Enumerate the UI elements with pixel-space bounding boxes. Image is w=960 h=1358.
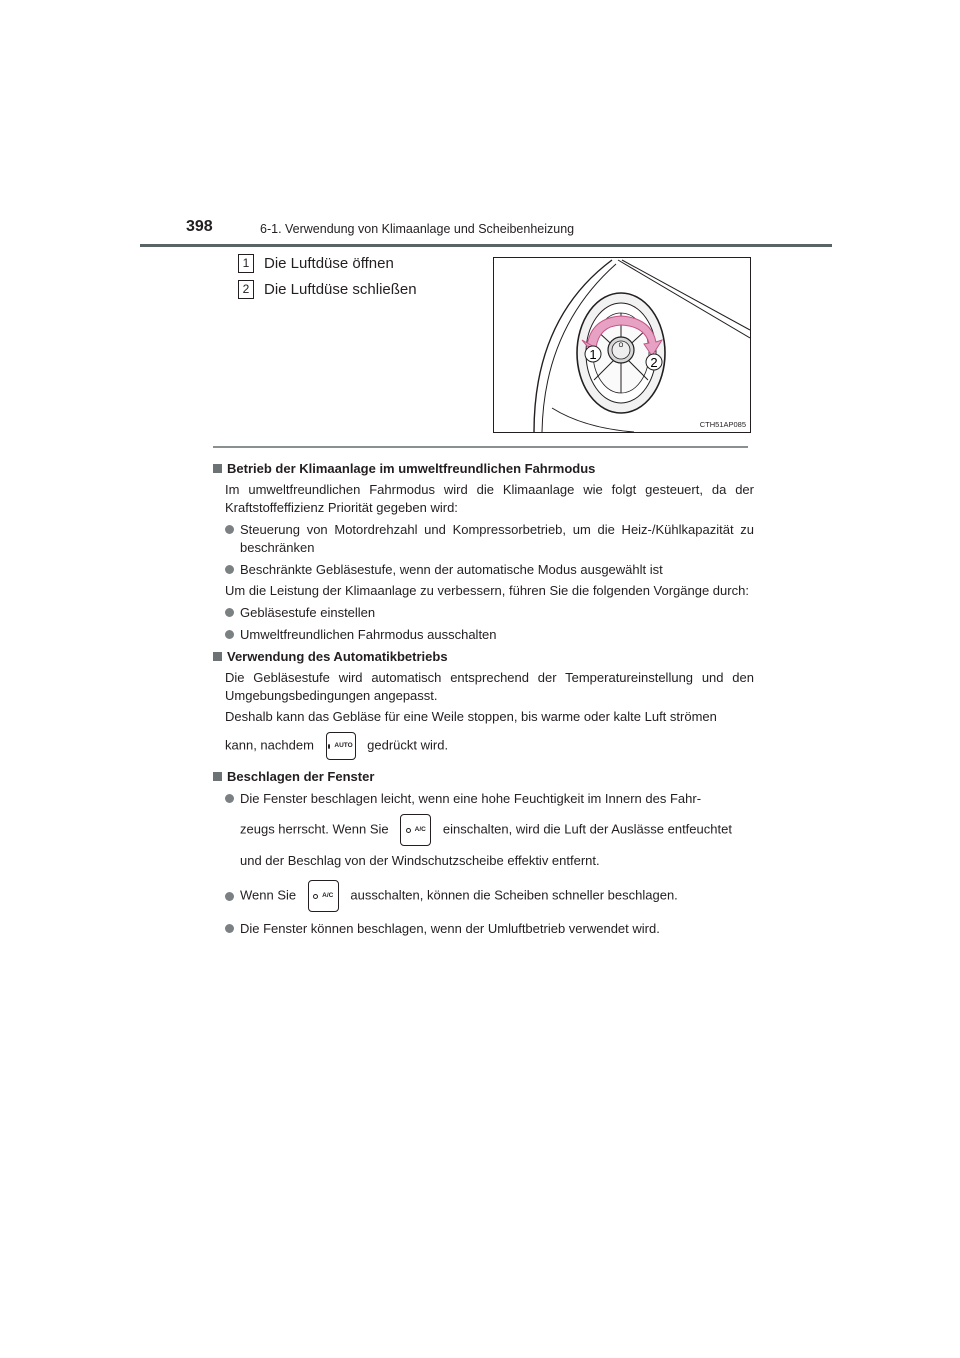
fog-b1-before: zeugs herrscht. Wenn Sie (240, 821, 389, 837)
list-item (225, 626, 754, 644)
step-number-2: 2 (238, 280, 254, 299)
circle-bullet-icon (225, 794, 234, 803)
fog-bullet-1-line-1: Die Fenster beschlagen leicht, wenn eine hohe Feuchtigkeit im Innern des Fahr- (240, 791, 702, 806)
figure-code: CTH51AP085 (699, 420, 746, 429)
list-item (225, 561, 754, 579)
fog-bullet-2 (240, 880, 754, 912)
auto-para-3 (225, 732, 754, 760)
list-item (225, 880, 754, 912)
auto-mode-heading (213, 648, 754, 666)
fog-heading-text: Beschlagen der Fenster (227, 769, 375, 784)
square-bullet-icon (213, 464, 222, 473)
auto-para-3-before: kann, nachdem (225, 737, 314, 753)
auto-para-1: Die Gebläsestufe wird automatisch entsprechend der Temperatureinstellung und den Umgebungsbedingungen angepasst. (225, 670, 754, 703)
circle-bullet-icon (225, 924, 234, 933)
indicator-led-icon (313, 894, 318, 899)
auto-button-label: AUTO (334, 742, 353, 749)
eco-heading-text: Betrieb der Klimaanlage im umweltfreundlichen Fahrmodus (227, 461, 596, 476)
eco-intro: Im umweltfreundlichen Fahrmodus wird die Klimaanlage wie folgt gesteuert, da der Kraftstoffeffizienz Priorität gegeben wird: (225, 482, 754, 515)
list-item (225, 521, 754, 557)
section-title: 6-1. Verwendung von Klimaanlage und Scheibenheizung (260, 222, 575, 236)
header-rule (140, 244, 832, 247)
fog-bullet-1-line-3: und der Beschlag von der Windschutzscheibe effektiv entfernt. (240, 853, 600, 868)
fog-heading (213, 768, 754, 786)
air-vent-figure (493, 257, 751, 433)
step-number-1: 1 (238, 254, 254, 273)
callout-1: 1 (589, 347, 597, 362)
fog-b1-after: einschalten, wird die Luft der Auslässe entfeuchtet (442, 821, 732, 837)
page-number: 398 (186, 218, 213, 235)
eco-action-2: Umweltfreundlichen Fahrmodus ausschalten (240, 627, 497, 642)
auto-button-icon (326, 732, 356, 760)
eco-improve: Um die Leistung der Klimaanlage zu verbessern, führen Sie die folgenden Vorgänge durch: (225, 583, 749, 598)
list-item (225, 604, 754, 622)
fog-bullet-1-line-2 (240, 814, 754, 846)
eco-bullet-2: Beschränkte Gebläsestufe, wenn der automatische Modus ausgewählt ist (240, 562, 663, 577)
main-content (213, 456, 754, 938)
step-open (238, 254, 394, 273)
ac-button-icon (308, 880, 339, 912)
auto-para-3-after: gedrückt wird. (367, 737, 449, 753)
square-bullet-icon (213, 652, 222, 661)
square-bullet-icon (213, 772, 222, 781)
step-close (238, 280, 417, 299)
step-label-close: Die Luftdüse schließen (264, 281, 417, 298)
fog-bullet-1 (240, 790, 754, 870)
eco-mode-heading (213, 460, 754, 478)
fog-b2-after: ausschalten, können die Scheiben schneller beschlagen. (350, 887, 678, 903)
fog-b2-before: Wenn Sie (240, 887, 297, 903)
circle-bullet-icon (225, 565, 234, 574)
circle-bullet-icon (225, 608, 234, 617)
circle-bullet-icon (225, 630, 234, 639)
auto-heading-text: Verwendung des Automatikbetriebs (227, 649, 448, 664)
air-vent-illustration (494, 258, 750, 432)
list-item (225, 790, 754, 870)
ac-button-icon (400, 814, 431, 846)
indicator-led-icon (406, 828, 411, 833)
callout-2: 2 (650, 355, 658, 370)
step-label-open: Die Luftdüse öffnen (264, 255, 394, 272)
indicator-led-icon (328, 744, 330, 749)
ac-button-label: A/C (322, 892, 334, 899)
list-item (225, 920, 754, 938)
circle-bullet-icon (225, 525, 234, 534)
fog-bullet-3: Die Fenster können beschlagen, wenn der Umluftbetrieb verwendet wird. (240, 921, 660, 936)
content-rule (213, 446, 748, 448)
eco-bullet-1: Steuerung von Motordrehzahl und Kompressorbetrieb, um die Heiz-/Kühlkapazität zu beschränken (240, 522, 754, 555)
eco-action-1: Gebläsestufe einstellen (240, 605, 376, 620)
circle-bullet-icon (225, 892, 234, 901)
knob-mark: O (618, 343, 624, 349)
auto-para-2: Deshalb kann das Gebläse für eine Weile stoppen, bis warme oder kalte Luft strömen (225, 709, 717, 724)
ac-button-label: A/C (414, 826, 426, 833)
